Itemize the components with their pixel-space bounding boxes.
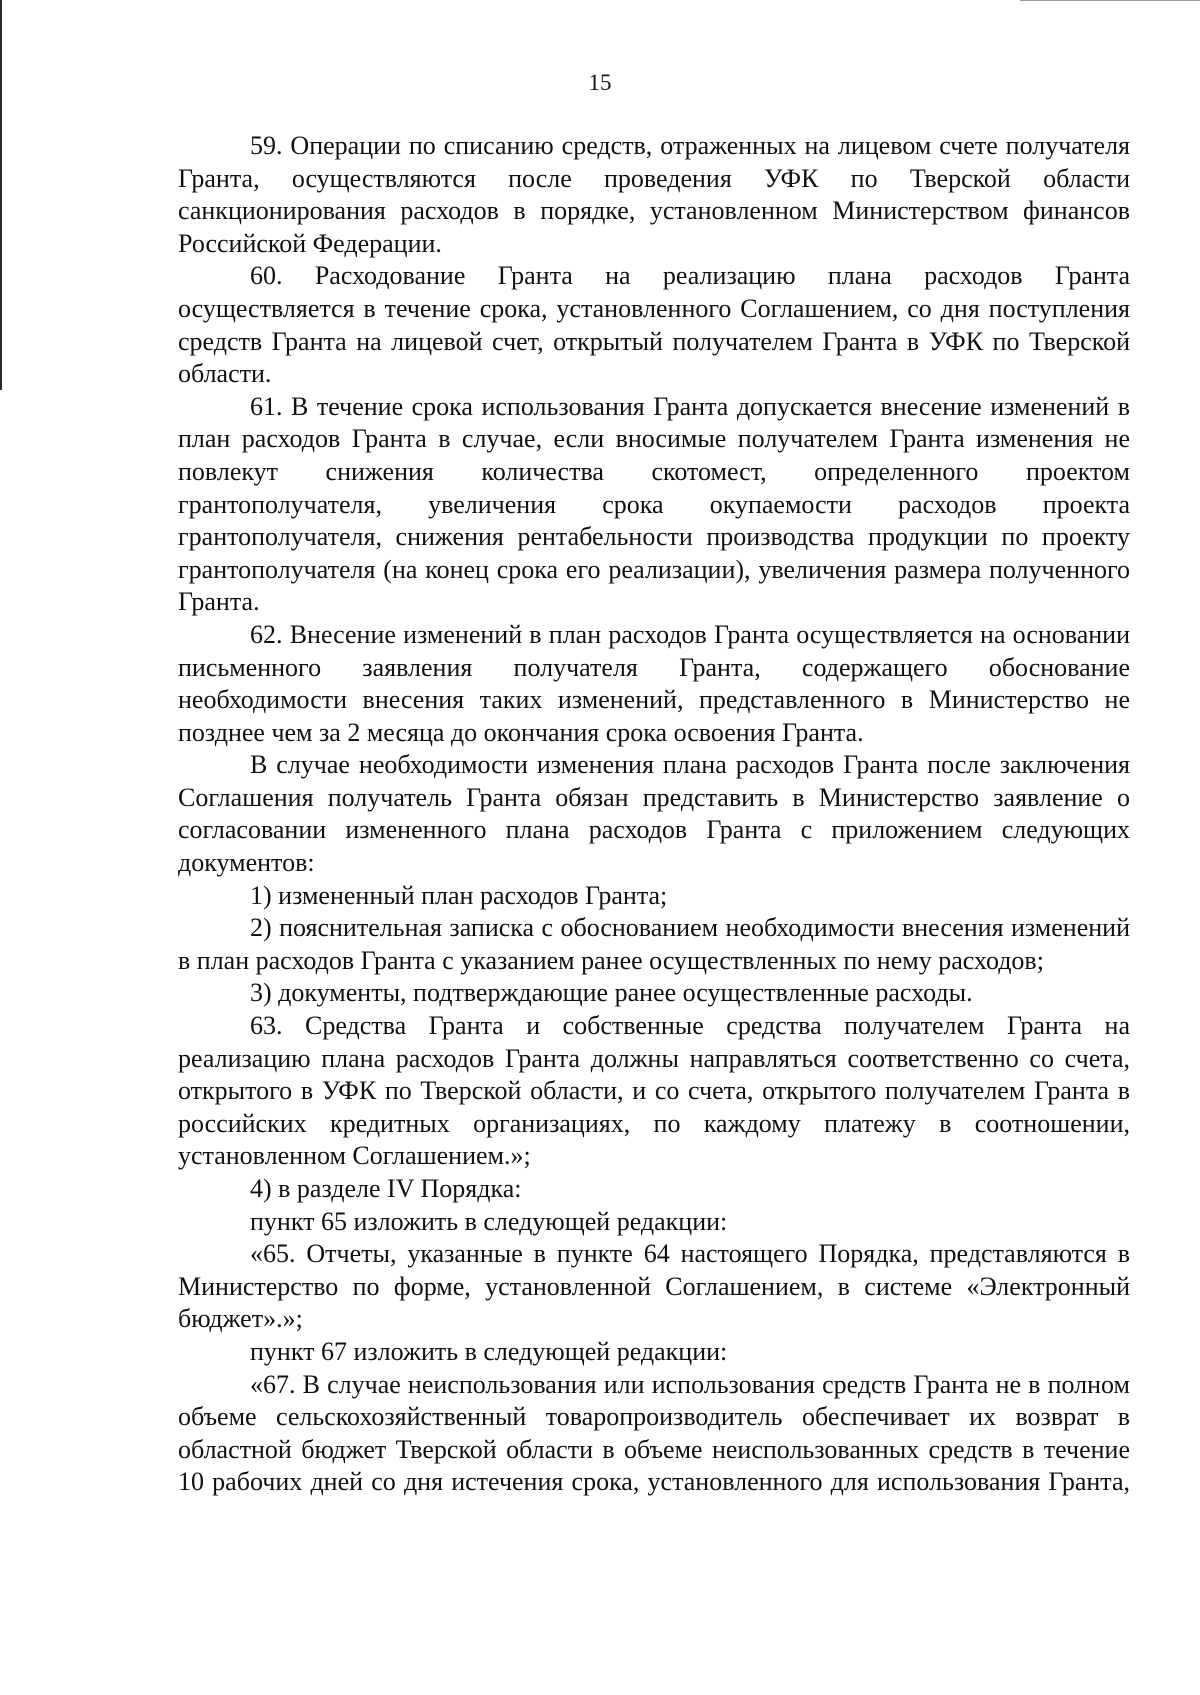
list-item-2: 2) пояснительная записка с обоснованием необходимости внесения изменений в план расходов Гранта с указанием ранее осуществленных по нему расходов; — [178, 913, 1130, 975]
document-body — [178, 130, 1130, 1499]
scan-edge-left — [0, 0, 2, 390]
paragraph-65: «65. Отчеты, указанные в пункте 64 настоящего Порядка, представляются в Министерство по форме, установленной Соглашением, в системе «Электронный бюджет».»; — [178, 1239, 1130, 1334]
paragraph-60: 60. Расходование Гранта на реализацию плана расходов Гранта осуществляется в течение срока, установленного Соглашением, со дня поступления средств Гранта на лицевой счет, открытый получателем Гранта в УФК по Тверской области. — [178, 261, 1130, 389]
amendment-point-67-intro: пункт 67 изложить в следующей редакции: — [250, 1336, 728, 1366]
paragraph-62-plan-change: В случае необходимости изменения плана расходов Гранта после заключения Соглашения получатель Гранта обязан представить в Министерство заявление о согласовании измененного плана расходов Гранта с приложением следующих документов: — [178, 750, 1130, 878]
page-number: 15 — [588, 70, 612, 95]
list-item-3: 3) документы, подтверждающие ранее осуществленные расходы. — [250, 978, 973, 1008]
paragraph-62: 62. Внесение изменений в план расходов Гранта осуществляется на основании письменного заявления получателя Гранта, содержащего обоснование необходимости внесения таких изменений, представленного в Министерство не позднее чем за 2 месяца до окончания срока освоения Гранта. — [178, 619, 1130, 747]
paragraph-61: 61. В течение срока использования Гранта допускается внесение изменений в план расходов Гранта в случае, если вносимые получателем Гранта изменения не повлекут снижения количества скотомест, определенного проектом грантополучателя, увеличения срока окупаемости расходов проекта грантополучателя, снижения рентабельности производства продукции по проекту грантополучателя (на конец срока его реализации), увеличения размера полученного Гранта. — [178, 391, 1130, 617]
amendment-section-iv: 4) в разделе IV Порядка: — [250, 1174, 522, 1203]
paragraph-59: 59. Операции по списанию средств, отраженных на лицевом счете получателя Гранта, осуществляются после проведения УФК по Тверской области санкционирования расходов в порядке, установленном Министерством финансов Российской Федерации. — [178, 131, 1130, 258]
paragraph-67: «67. В случае неиспользования или использования средств Гранта не в полном объеме сельскохозяйственный товаропроизводитель обеспечивает их возврат в областной бюджет Тверской области в объеме неиспользованных средств в течение 10 рабочих дней со дня истечения срока, установленного для использования Гранта, — [178, 1369, 1130, 1497]
amendment-point-65-intro: пункт 65 изложить в следующей редакции: — [250, 1206, 728, 1236]
scan-edge-top — [1020, 0, 1200, 1]
paragraph-63: 63. Средства Гранта и собственные средства получателем Гранта на реализацию плана расходов Гранта должны направляться соответственно со счета, открытого в УФК по Тверской области, и со счета, открытого получателем Гранта в российских кредитных организациях, по каждому платежу в соотношении, установленном Соглашением.»; — [178, 1011, 1130, 1171]
list-item-1: 1) измененный план расходов Гранта; — [250, 880, 668, 910]
